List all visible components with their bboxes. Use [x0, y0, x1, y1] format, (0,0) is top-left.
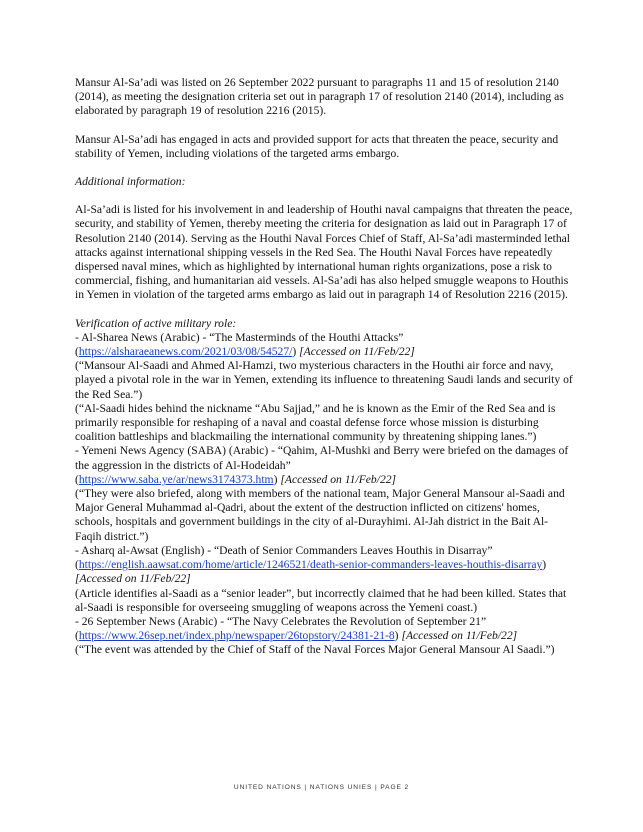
source-title: - Asharq al-Awsat (English) - “Death of Senior Commanders Leaves Houthis in Disarray” — [75, 543, 493, 557]
source-quote: (Article identifies al-Saadi as a “senior leader”, but incorrectly claimed that he had been killed. States that al-Saadi is responsible for overseeing smuggling of weapons across the Yemeni coast.) — [75, 586, 567, 614]
source-citation: (https://alsharaeanews.com/2021/03/08/54527/) [Accessed on 11/Feb/22] — [75, 345, 415, 359]
source-link[interactable]: https://www.26sep.net/index.php/newspaper/26topstory/24381-21-8 — [78, 629, 395, 643]
source-link[interactable]: https://english.aawsat.com/home/article/1246521/death-senior-commanders-leaves-houthis-disarray — [78, 558, 543, 572]
accessed-date: [Accessed on 11/Feb/22] — [299, 345, 415, 359]
accessed-date: [Accessed on 11/Feb/22] — [280, 472, 397, 486]
source-saba — [75, 444, 573, 543]
accessed-date: [Accessed on 11/Feb/22] — [401, 629, 518, 643]
source-title: - Yemeni News Agency (SABA) (Arabic) - “Qahim, Al-Mushki and Berry were briefed on the damages of the aggression in the districts of Al-Hodeidah” — [75, 444, 569, 472]
source-title: - Al-Sharea News (Arabic) - “The Masterminds of the Houthi Attacks” — [75, 330, 404, 344]
additional-info-heading: Additional information: — [75, 175, 186, 189]
paragraph-listing: Mansur Al-Sa’adi was listed on 26 September 2022 pursuant to paragraphs 11 and 15 of resolution 2140 (2014), as meeting the designation criteria set out in paragraph 17 of resolution 2140 (2014), including as elaborated by paragraph 19 of resolution 2216 (2015). — [75, 76, 564, 118]
page-footer: UNITED NATIONS | NATIONS UNIES | PAGE 2 — [233, 784, 410, 791]
source-asharq — [75, 544, 573, 615]
source-quote: (“Al-Saadi hides behind the nickname “Abu Sajjad,” and he is known as the Emir of the Red Sea and is primarily responsible for reshaping of a naval and coastal defense force whose mission is disturbing coalition battleships and blackmailing the international community by threatening shipping lanes.”) — [75, 401, 556, 444]
accessed-date: [Accessed on 11/Feb/22] — [75, 572, 191, 586]
source-title: - 26 September News (Arabic) - “The Navy Celebrates the Revolution of September 21” — [75, 614, 487, 628]
source-link[interactable]: https://alsharaeanews.com/2021/03/08/54527/ — [78, 345, 293, 359]
source-quote: (“Mansour Al-Saadi and Ahmed Al-Hamzi, two mysterious characters in the Houthi air force and navy, played a pivotal role in the war in Yemen, extending its influence to threatening Saudi lands and security of the Red Sea.”) — [75, 359, 573, 401]
paragraph-involvement: Al-Sa’adi is listed for his involvement in and leadership of Houthi naval campaigns that threaten the peace, security, and stability of Yemen, thereby meeting the criteria for designation as laid out in Paragraph 17 of Resolution 2140 (2014). Serving as the Houthi Naval Forces Chief of Staff, Al-Sa’adi masterminded lethal attacks against international shipping vessels in the Red Sea. The Houthi Naval Forces have repeatedly dispersed naval mines, which as highlighted by international human rights organizations, pose a risk to commercial, fishing, and humanitarian aid vessels. Al-Sa’adi has also helped smuggle weapons to Houthis in Yemen in violation of the targeted arms embargo as laid out in paragraph 14 of Resolution 2216 (2015). — [75, 203, 573, 302]
source-alsharea — [75, 331, 573, 445]
verification-heading: Verification of active military role: — [75, 316, 237, 330]
source-26sep — [75, 615, 573, 658]
paragraph-acts: Mansur Al-Sa’adi has engaged in acts and provided support for acts that threaten the peace, security and stability of Yemen, including violations of the targeted arms embargo. — [75, 132, 559, 160]
source-quote: (“They were also briefed, along with members of the national team, Major General Mansour al-Saadi and Major General Muhammad al-Qadri, about the extent of the destruction inflicted on citizens' homes, schools, hospitals and government buildings in the city of al-Durayhimi. Al-Jah district in the Bait Al-Faqih district.”) — [75, 487, 565, 543]
source-quote: (“The event was attended by the Chief of Staff of the Naval Forces Major General Mansour Al Saadi.”) — [75, 643, 555, 657]
source-citation: (https://www.26sep.net/index.php/newspaper/26topstory/24381-21-8) [Accessed on 11/Feb/22] — [75, 629, 518, 643]
source-citation: (https://english.aawsat.com/home/article/1246521/death-senior-commanders-leaves-houthis-disarray) [Accessed on 11/Feb/22] — [75, 558, 547, 586]
source-link[interactable]: https://www.saba.ye/ar/news3174373.htm — [78, 472, 274, 486]
source-citation: (https://www.saba.ye/ar/news3174373.htm) [Accessed on 11/Feb/22] — [75, 472, 397, 486]
document-body — [75, 76, 573, 658]
